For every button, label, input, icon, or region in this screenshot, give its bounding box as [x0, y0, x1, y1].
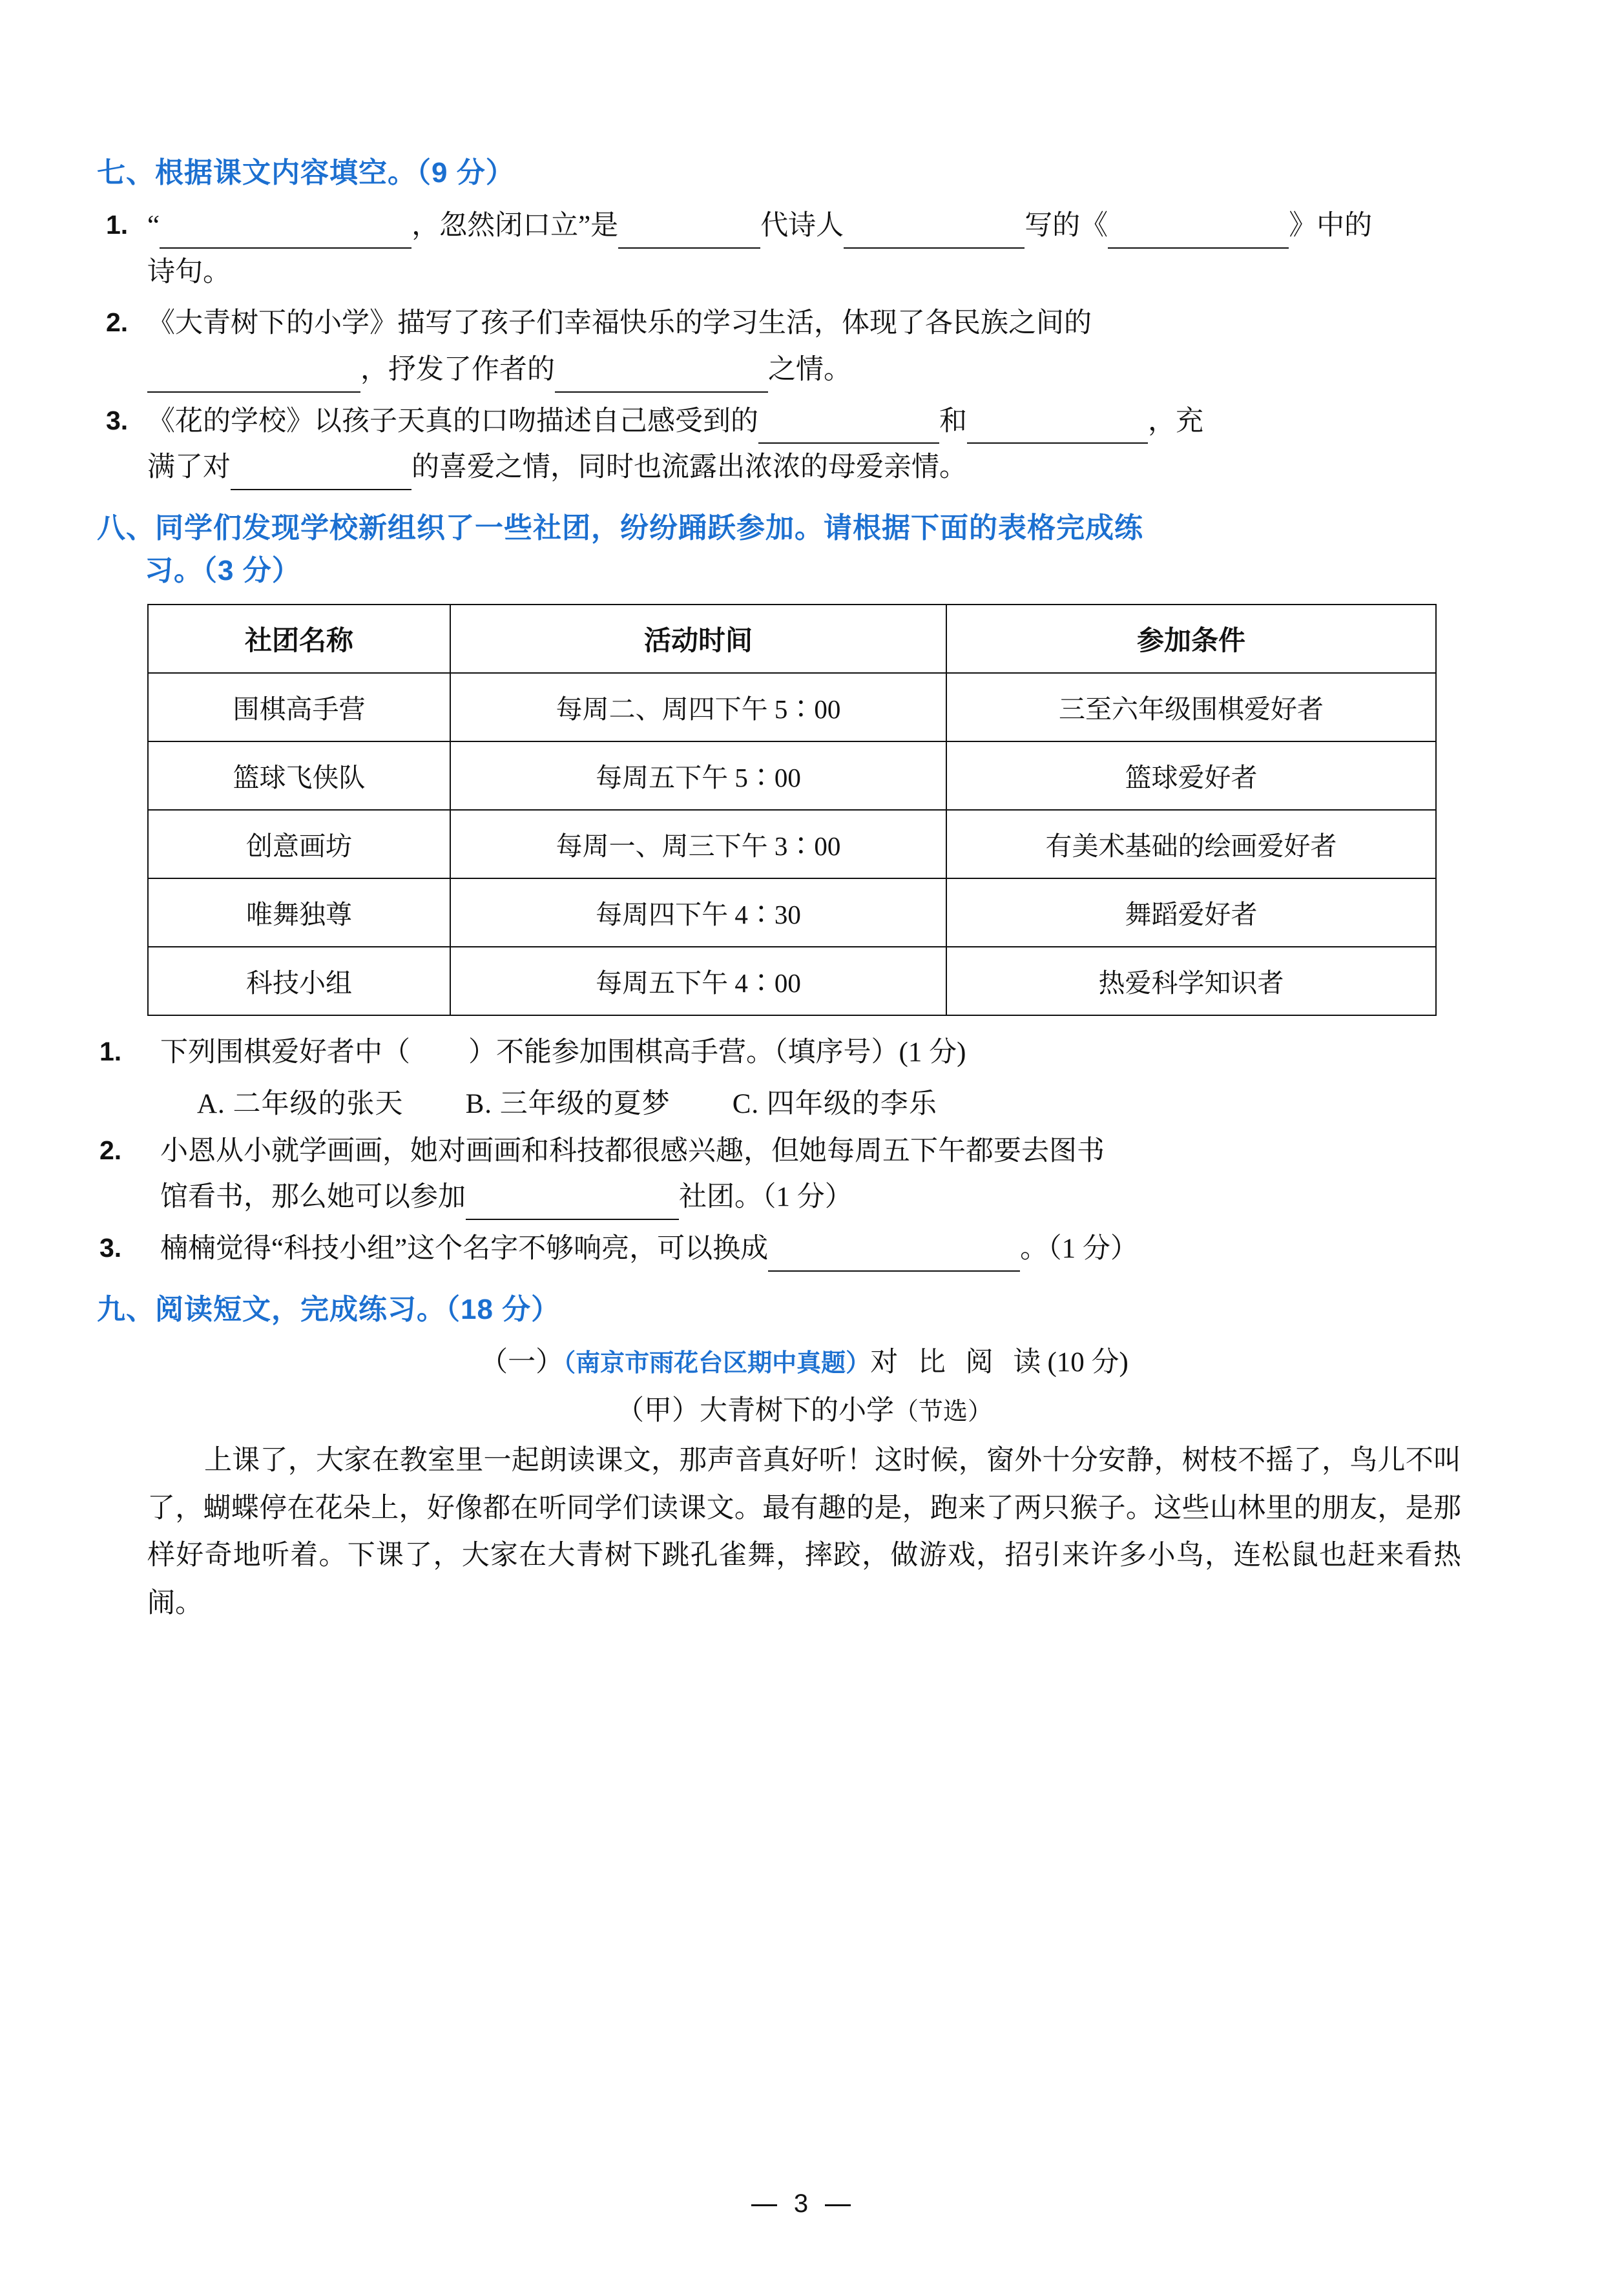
table-header-activity-time: 活动时间	[450, 605, 946, 673]
section-9-heading	[97, 1288, 1512, 1331]
table-row	[148, 878, 1436, 947]
q8-2-text-a: 馆看书，那么她可以参加	[160, 1182, 466, 1213]
q7-1-text-e: 》中的	[1289, 211, 1373, 241]
source-tag: （南京市雨花台区期中真题）	[563, 1349, 871, 1377]
club-condition: 舞蹈爱好者	[946, 878, 1436, 947]
section-8-question-1-options	[97, 1082, 1512, 1121]
section-7-heading	[97, 152, 1512, 194]
q7-3-text-c: ，充	[1148, 406, 1203, 437]
club-time: 每周四下午 4∶30	[450, 878, 946, 947]
q7-1-line2	[147, 250, 1512, 295]
footer-dash-right	[825, 2204, 851, 2206]
sub-score: (10 分)	[1047, 1347, 1129, 1378]
answer-blank[interactable]	[844, 219, 1025, 249]
answer-blank[interactable]	[160, 219, 411, 249]
section-9-title: 九、阅读短文，完成练习。	[97, 1293, 446, 1325]
q7-1-text-f: 诗句。	[147, 256, 231, 287]
club-name: 唯舞独尊	[148, 878, 450, 947]
q7-2-line2	[147, 347, 1512, 393]
footer-dash-left	[751, 2204, 777, 2206]
section-9-subheading	[97, 1340, 1512, 1380]
section-8-score: （3 分）	[203, 554, 301, 586]
option-b[interactable]: B. 三年级的夏梦	[465, 1088, 671, 1119]
section-7-question-1	[97, 203, 1512, 295]
sub-title: 对 比 阅 读	[870, 1347, 1048, 1378]
club-name: 围棋高手营	[148, 673, 450, 741]
article-note: （节选）	[893, 1398, 992, 1425]
q8-1-text-b: ）不能参加围棋高手营。（填序号）(1 分)	[468, 1037, 966, 1068]
question-number: 2.	[99, 1135, 122, 1165]
answer-blank[interactable]	[555, 363, 768, 393]
q7-1-text-a: “	[147, 211, 160, 241]
sub-label: （一）	[480, 1347, 564, 1378]
page-content	[97, 152, 1512, 1628]
section-7-question-3	[97, 399, 1512, 490]
q7-2-text-c: 之情。	[768, 354, 851, 385]
q7-3-line2	[147, 445, 1512, 490]
q7-1-text-c: 代诗人	[760, 211, 844, 241]
q8-2-line2	[160, 1175, 1512, 1220]
q8-3-text-a: 楠楠觉得“科技小组”这个名字不够响亮，可以换成	[160, 1233, 769, 1264]
q8-1-text-a: 下列围棋爱好者中（	[160, 1037, 410, 1068]
q7-2-text-b: ，抒发了作者的	[360, 354, 555, 385]
q8-2-text-b: 社团。（1 分）	[679, 1182, 853, 1213]
club-condition: 篮球爱好者	[946, 741, 1436, 810]
club-condition: 有美术基础的绘画爱好者	[946, 810, 1436, 878]
answer-blank[interactable]	[231, 460, 411, 490]
section-7-title: 七、根据课文内容填空。	[97, 157, 417, 189]
question-number: 1.	[99, 1036, 122, 1066]
answer-blank[interactable]	[758, 414, 939, 444]
section-8-question-3	[97, 1226, 1512, 1272]
table-header-club-name: 社团名称	[148, 605, 450, 673]
q7-3-text-a: 《花的学校》以孩子天真的口吻描述自己感受到的	[147, 406, 758, 437]
club-time: 每周五下午 4∶00	[450, 947, 946, 1015]
clubs-table	[147, 604, 1437, 1016]
article-title: 大青树下的小学	[699, 1395, 894, 1426]
q7-1-text-b: ，忽然闭口立”是	[411, 211, 619, 241]
page-number: 3	[793, 2189, 809, 2218]
club-name: 篮球飞侠队	[148, 741, 450, 810]
q7-3-text-b: 和	[939, 406, 967, 437]
option-a[interactable]: A. 二年级的张天	[197, 1088, 404, 1119]
answer-blank[interactable]	[768, 1242, 1020, 1272]
q7-1-text-d: 写的《	[1025, 211, 1108, 241]
q8-3-text-b: 。（1 分）	[1020, 1233, 1138, 1264]
answer-blank[interactable]	[147, 363, 360, 393]
club-condition: 三至六年级围棋爱好者	[946, 673, 1436, 741]
table-row	[148, 947, 1436, 1015]
section-7-question-2	[97, 301, 1512, 392]
table-row	[148, 673, 1436, 741]
q8-2-line1: 小恩从小就学画画，她对画画和科技都很感兴趣，但她每周五下午都要去图书	[160, 1135, 1105, 1166]
article-label: （甲）	[616, 1395, 700, 1426]
club-time: 每周二、周四下午 5∶00	[450, 673, 946, 741]
club-time: 每周五下午 5∶00	[450, 741, 946, 810]
section-8-title-line1: 八、同学们发现学校新组织了一些社团，纷纷踊跃参加。请根据下面的表格完成练	[97, 512, 1143, 544]
option-c[interactable]: C. 四年级的李乐	[732, 1088, 937, 1119]
club-condition: 热爱科学知识者	[946, 947, 1436, 1015]
article-title-line	[97, 1389, 1512, 1428]
q7-3-text-e: 的喜爱之情，同时也流露出浓浓的母爱亲情。	[411, 452, 967, 483]
page-footer	[0, 2189, 1602, 2218]
question-number: 2.	[106, 307, 129, 338]
section-8-question-1	[97, 1030, 1512, 1075]
q7-2-text-a: 《大青树下的小学》描写了孩子们幸福快乐的学习生活，体现了各民族之间的	[147, 308, 1092, 339]
table-header-conditions: 参加条件	[946, 605, 1436, 673]
question-number: 1.	[106, 210, 129, 240]
answer-blank[interactable]	[618, 219, 760, 249]
section-9-score: （18 分）	[446, 1293, 561, 1325]
club-name: 创意画坊	[148, 810, 450, 878]
club-time: 每周一、周三下午 3∶00	[450, 810, 946, 878]
answer-blank[interactable]	[1108, 219, 1289, 249]
section-8-title-line2-text: 习。	[145, 554, 203, 586]
question-number: 3.	[106, 405, 129, 435]
table-row	[148, 741, 1436, 810]
table-header-row	[148, 605, 1436, 673]
question-number: 3.	[99, 1232, 122, 1263]
answer-blank[interactable]	[466, 1190, 679, 1220]
club-name: 科技小组	[148, 947, 450, 1015]
article-paragraph: 上课了，大家在教室里一起朗读课文，那声音真好听！这时候，窗外十分安静，树枝不摇了，鸟儿不叫了，蝴蝶停在花朵上，好像都在听同学们读课文。最有趣的是，跑来了两只猴子。这些山林里的朋友，是那样好奇地听着。下课了，大家在大青树下跳孔雀舞，摔跤，做游戏，招引来许多小鸟，连松鼠也赶来看热闹。	[147, 1445, 1461, 1619]
section-8-title-line2	[97, 550, 1512, 592]
table-row	[148, 810, 1436, 878]
section-8-heading	[97, 507, 1512, 592]
section-7-score: （9 分）	[417, 157, 515, 189]
section-8-question-2	[97, 1129, 1512, 1220]
answer-blank[interactable]	[967, 414, 1148, 444]
q7-3-text-d: 满了对	[147, 452, 231, 483]
